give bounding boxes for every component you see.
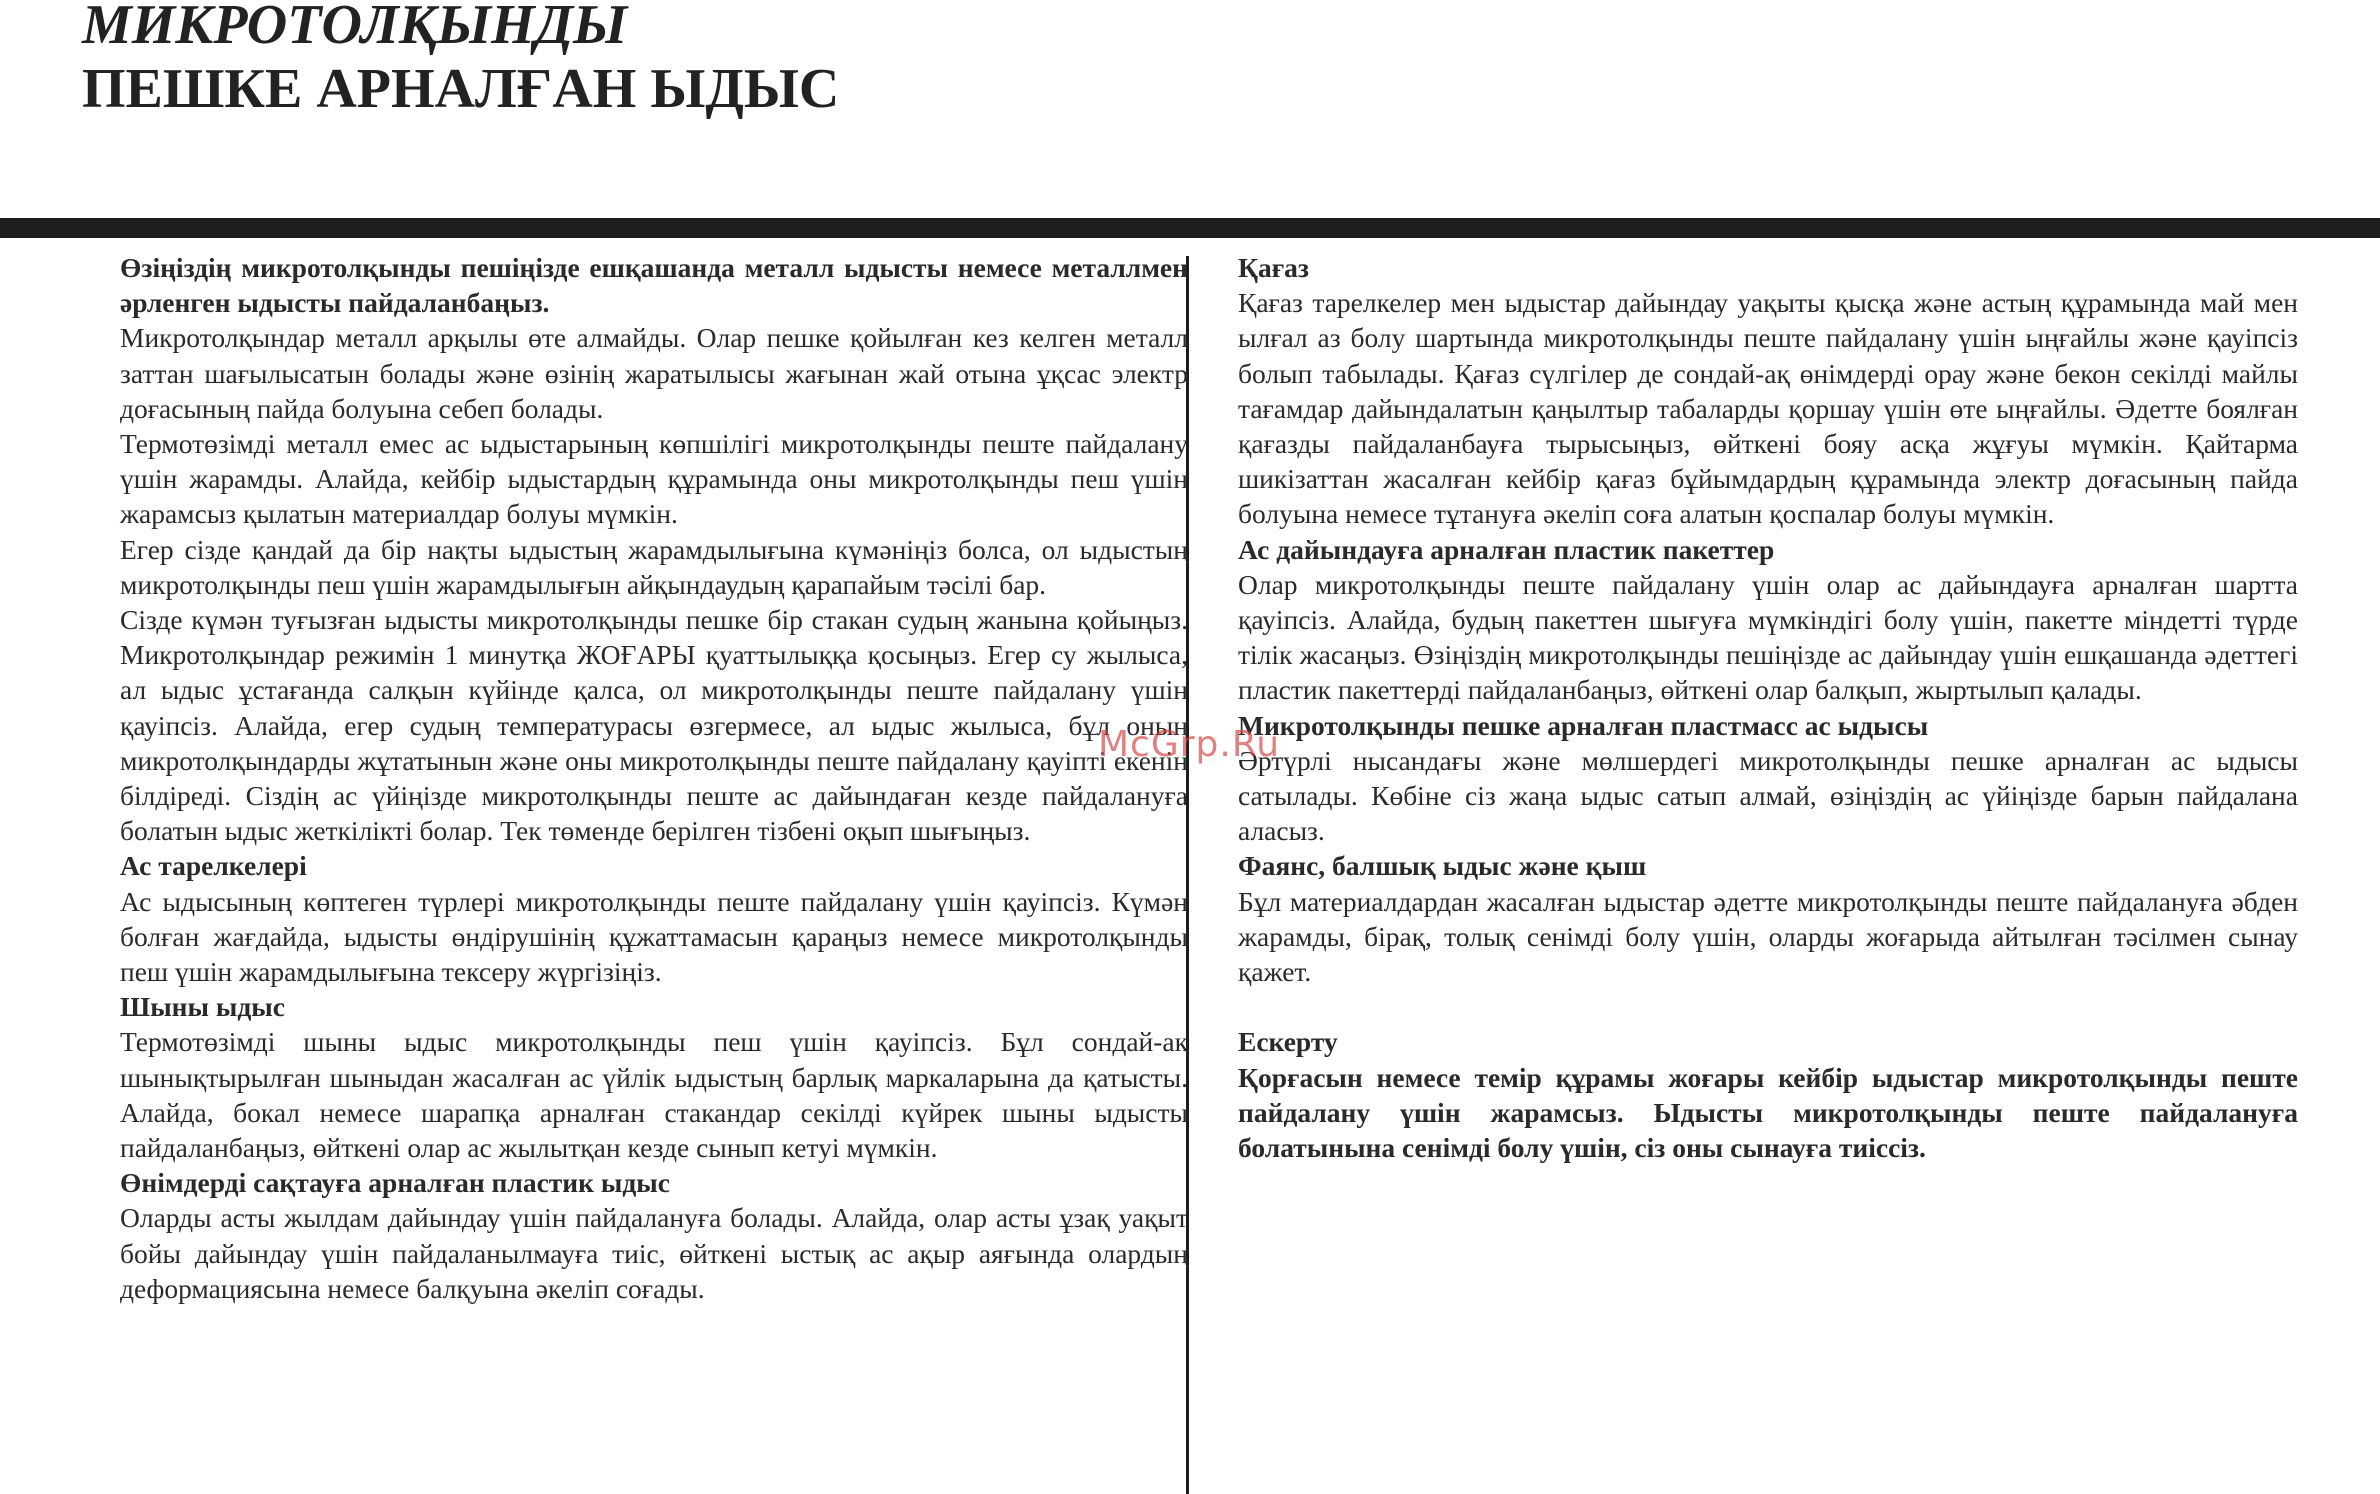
paragraph: Термотөзімді шыны ыдыс микротолқынды пеш үшін қауіпсіз. Бұл сондай-ақ шынықтырылған шыныдан жасалған ас үйлік ыдыстың барлық маркаларына да қатысты. Алайда, бокал немесе шарапқа арналған стакандар секілді күйрек шыны ыдысты пайдаланбаңыз, өйткені олар ас жылытқан кезде сынып кетуі мүмкін. — [120, 1026, 1188, 1164]
paragraph: Қағаз тарелкелер мен ыдыстар дайындау уақыты қысқа және астың құрамында май мен ылғал аз болу шартында микротолқынды пеште пайдалану үшін ыңғайлы және қауіпсіз болып табылады. Қағаз сүлгілер де сондай-ақ өнімдерді орау және бекон секілді майлы тағамдар дайындалатын қаңылтыр табаларды қоршау үшін өте ыңғайлы. Әдетте боялған қағазды пайдаланбауға тырысыңыз, өйткені бояу асқа жұғуы мүмкін. Қайтарма шикізаттан жасалған кейбір қағаз бұйымдардың құрамында электр доғасының пайда болуына немесе тұтануға әкеліп соға алатын қоспалар болуы мүмкін. — [1238, 287, 2298, 530]
note-heading: Ескерту — [1238, 1026, 1338, 1058]
paragraph: Оларды асты жылдам дайындау үшін пайдалануға болады. Алайда, олар асты ұзақ уақыт бойы дайындау үшін пайдаланылмауға тиіс, өйткені ыстық ас ақыр аяғында олардың деформациясына немесе балқуына әкеліп соғады. — [120, 1202, 1188, 1304]
paragraph: Әртүрлі нысандағы және мөлшердегі микротолқынды пешке арналған ас ыдысы сатылады. Көбіне сіз жаңа ыдыс сатып алмай, өзіңіздің ас үйіңізде барын пайдалана аласыз. — [1238, 744, 2298, 847]
section-heading-storage: Өнімдерді сақтауға арналған пластик ыдыс — [120, 1167, 670, 1199]
paragraph: Бұл материалдардан жасалған ыдыстар әдетте микротолқынды пеште пайдалануға әбден жарамды, бірақ, толық сенімді болу үшін, оларды жоғарыда айтылған тәсілмен сынау қажет. — [1238, 885, 2298, 988]
section-heading-bags: Ас дайындауға арналған пластик пакеттер — [1238, 533, 1775, 565]
section-heading-ceramic: Фаянс, балшық ыдыс және қыш — [1238, 850, 1647, 882]
right-column — [1238, 250, 2298, 1165]
paragraph: Егер сізде қандай да бір нақты ыдыстың жарамдылығына күмәніңіз болса, ол ыдыстың микротолқынды пеш үшін жарамдылығын айқындаудың қарапайым тәсілі бар. — [120, 533, 1188, 600]
paragraph: Олар микротолқынды пеште пайдалану үшін олар ас дайындауға арналған шартта қауіпсіз. Алайда, будың пакеттен шығуға мүмкіндігі болу үшін, пакетте міндетті түрде тілік жасаңыз. Өзіңіздің микротолқынды пешіңізде ас дайындау үшін ешқашанда әдеттегі пластик пакеттерді пайдаланбаңыз, өйткені олар балқып, жыртылып қалады. — [1238, 568, 2298, 706]
page-title-line1: МИКРОТОЛҚЫНДЫ — [82, 0, 628, 56]
section-heading-glass: Шыны ыдыс — [120, 991, 285, 1023]
section-heading-plates: Ас тарелкелері — [120, 850, 307, 882]
paragraph: Микротолқындар металл арқылы өте алмайды. Олар пешке қойылған кез келген металл заттан шағылысатын болады және өзінің жаратылысы жағынан жай отына ұқсас электр доғасының пайда болуына себеп болады. — [120, 322, 1188, 424]
page-title-line2: ПЕШКЕ АРНАЛҒАН ЫДЫС — [82, 58, 840, 120]
watermark-text: McGrp.Ru — [1098, 724, 1281, 765]
paragraph: Сізде күмән туғызған ыдысты микротолқынды пешке бір стакан судың жанына қойыңыз. Микротолқындар режимін 1 минутқа ЖОҒАРЫ қуаттылыққа қосыңыз. Егер су жылыса, ал ыдыс ұстағанда салқын күйінде қалса, ол микротолқынды пеште пайдалану үшін қауіпсіз. Алайда, егер судың температурасы өзгермесе, ал ыдыс жылыса, бұл оның микротолқындарды жұтатынын және оны микротолқынды пеште пайдалану қауіпті екенін білдіреді. Сіздің ас үйіңізде микротолқынды пеште ас дайындаған кезде пайдалануға болатын ыдыс жеткілікті болар. Тек төменде берілген тізбені оқып шығыңыз. — [120, 604, 1188, 847]
note-text: Қорғасын немесе темір құрамы жоғары кейбір ыдыстар микротолқынды пеште пайдалану үшін жарамсыз. Ыдысты микротолқынды пеште пайдалануға болатынына сенімді болу үшін, сіз оны сынауға тиіссіз. — [1238, 1061, 2298, 1164]
section-heading-plastic: Микротолқынды пешке арналған пластмасс ас ыдысы — [1238, 709, 1929, 741]
left-column — [120, 250, 1188, 1306]
paragraph: Ас ыдысының көптеген түрлері микротолқынды пеште пайдалану үшін қауіпсіз. Күмән болған жағдайда, ыдысты өндірушінің құжаттамасын қараңыз немесе микротолқынды пеш үшін жарамдылығына тексеру жүргізіңіз. — [120, 885, 1188, 988]
section-heading-paper: Қағаз — [1238, 252, 1309, 283]
paragraph: Термотөзімді металл емес ас ыдыстарының көпшілігі микротолқынды пеште пайдалану үшін жарамды. Алайда, кейбір ыдыстардың құрамында оны микротолқынды пеш үшін жарамсыз қылатын материалдар болуы мүмкін. — [120, 428, 1188, 530]
spacer — [1238, 989, 2298, 1024]
intro-warning: Өзіңіздің микротолқынды пешіңізде ешқашанда металл ыдысты немесе металлмен әрленген ыдысты пайдаланбаңыз. — [120, 252, 1188, 319]
header-divider — [0, 218, 2380, 238]
